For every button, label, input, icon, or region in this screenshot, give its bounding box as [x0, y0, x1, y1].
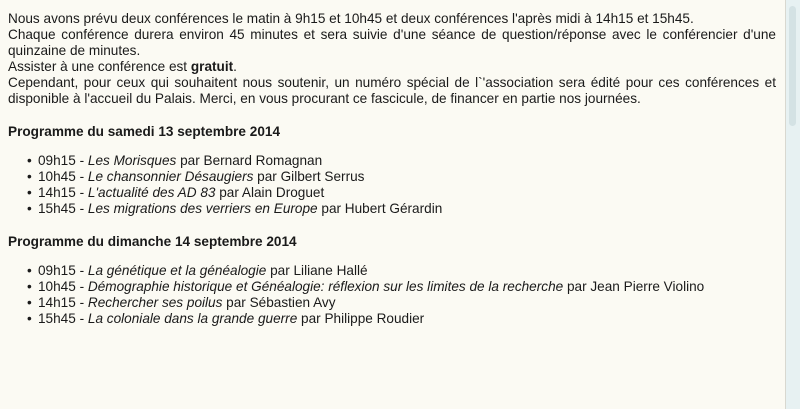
list-item: [38, 153, 776, 169]
free-emphasis: gratuit: [190, 59, 234, 74]
intro-line-duration: Chaque conférence durera environ 45 minutes et sera suivie d'une séance de question/réponse avec le conférencier d'une quinzaine de minutes.: [8, 27, 776, 58]
intro-line-free-prefix: Assister à une conférence est: [8, 59, 191, 74]
list-item: [38, 201, 776, 217]
talk-separator: -: [75, 201, 88, 216]
talk-title: Les migrations des verriers en Europe: [87, 201, 318, 216]
list-item: [38, 311, 776, 327]
list-item: [38, 295, 776, 311]
program-sunday-title: Programme du dimanche 14 septembre 2014: [8, 234, 297, 249]
talk-speaker: par Jean Pierre Violino: [563, 279, 705, 294]
talk-title: La coloniale dans la grande guerre: [87, 311, 298, 326]
talk-time: 10h45: [38, 169, 76, 184]
talk-title: Le chansonnier Désaugiers: [87, 169, 254, 184]
list-item: [38, 169, 776, 185]
talk-title: L'actualité des AD 83: [87, 185, 216, 200]
program-saturday-list: [8, 153, 776, 217]
talk-speaker: par Bernard Romagnan: [176, 153, 323, 168]
talk-speaker: par Liliane Hallé: [266, 263, 368, 278]
intro-paragraph: [8, 11, 776, 107]
intro-line-schedule: Nous avons prévu deux conférences le matin à 9h15 et 10h45 et deux conférences l'après midi à 14h15 et 15h45.: [8, 11, 694, 26]
list-item: [38, 279, 776, 295]
talk-time: 14h15: [38, 185, 76, 200]
program-sunday-list: [8, 263, 776, 327]
vertical-scrollbar[interactable]: [786, 0, 800, 409]
talk-time: 09h15: [38, 263, 76, 278]
program-saturday-title: Programme du samedi 13 septembre 2014: [8, 124, 281, 139]
talk-time: 14h15: [38, 295, 76, 310]
talk-speaker: par Gilbert Serrus: [253, 169, 365, 184]
list-item: [38, 185, 776, 201]
intro-line-free-suffix: .: [233, 59, 237, 74]
talk-time: 15h45: [38, 311, 76, 326]
talk-title: Les Morisques: [87, 153, 177, 168]
talk-separator: -: [75, 295, 88, 310]
talk-speaker: par Sébastien Avy: [222, 295, 336, 310]
talk-title: La génétique et la généalogie: [87, 263, 267, 278]
talk-time: 09h15: [38, 153, 76, 168]
talk-separator: -: [75, 169, 88, 184]
talk-time: 10h45: [38, 279, 76, 294]
talk-separator: -: [75, 153, 88, 168]
list-item: [38, 263, 776, 279]
article-body: [8, 11, 776, 327]
talk-speaker: par Hubert Gérardin: [317, 201, 443, 216]
talk-separator: -: [75, 279, 88, 294]
talk-separator: -: [75, 263, 88, 278]
intro-line-support: Cependant, pour ceux qui souhaitent nous soutenir, un numéro spécial de l`'association sera édité pour ces conférences et disponible à l'accueil du Palais. Merci, en vous procurant ce fascicule, de financer en partie nos journées.: [8, 75, 776, 106]
talk-time: 15h45: [38, 201, 76, 216]
talk-speaker: par Alain Droguet: [215, 185, 325, 200]
talk-separator: -: [75, 185, 88, 200]
talk-speaker: par Philippe Roudier: [297, 311, 425, 326]
talk-title: Démographie historique et Généalogie: réflexion sur les limites de la recherche: [87, 279, 564, 294]
talk-title: Rechercher ses poilus: [87, 295, 223, 310]
talk-separator: -: [75, 311, 88, 326]
scrollbar-thumb[interactable]: [789, 6, 796, 126]
